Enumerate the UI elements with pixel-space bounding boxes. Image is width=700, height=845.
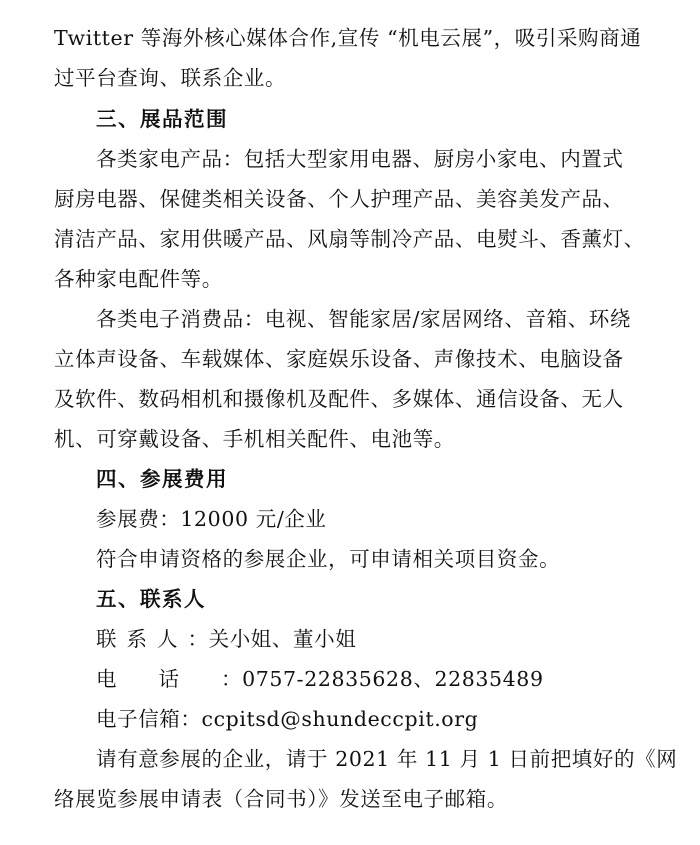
intro-line-2: 过平台查询、联系企业。 — [54, 66, 287, 90]
phone-line — [96, 665, 696, 693]
phone-value: ：0757-22835628、22835489 — [221, 667, 544, 691]
section-3-para-2-line-1: 各类电子消费品：电视、智能家居/家居网络、音箱、环绕 — [96, 307, 632, 331]
intro-line-1: Twitter 等海外核心媒体合作,宣传 “机电云展”，吸引采购商通 — [54, 26, 642, 50]
section-3-para-2-line-2: 立体声设备、车载媒体、家庭娱乐设备、声像技术、电脑设备 — [54, 347, 624, 371]
email-line — [96, 705, 696, 733]
closing-line-1: 请有意参展的企业，请于 2021 年 11 月 1 日前把填好的《网 — [96, 747, 678, 771]
section-3-para-2-line-4: 机、可穿戴设备、手机相关配件、电池等。 — [54, 427, 455, 451]
section-3-para-1-line-2: 厨房电器、保健类相关设备、个人护理产品、美容美发产品、 — [54, 187, 624, 211]
section-5-heading: 五、联系人 — [96, 587, 206, 611]
contact-person-label: 联系人 — [96, 627, 188, 651]
funding-line: 符合申请资格的参展企业，可申请相关项目资金。 — [96, 547, 561, 571]
contact-person-line — [96, 625, 696, 653]
section-3-para-1-line-4: 各种家电配件等。 — [54, 267, 223, 291]
section-4-heading: 四、参展费用 — [96, 467, 228, 491]
section-3-para-2-line-3: 及软件、数码相机和摄像机及配件、多媒体、通信设备、无人 — [54, 387, 624, 411]
section-3-para-1-line-3: 清洁产品、家用供暖产品、风扇等制冷产品、电熨斗、香薰灯、 — [54, 227, 645, 251]
fee-line: 参展费：12000 元/企业 — [96, 507, 327, 531]
email-value: ：ccpitsd@shundeccpit.org — [180, 707, 479, 731]
phone-label: 电话 — [96, 667, 221, 691]
closing-line-2: 络展览参展申请表（合同书）》发送至电子邮箱。 — [54, 787, 508, 811]
section-3-heading: 三、展品范围 — [96, 107, 228, 131]
contact-person-value: ：关小姐、董小姐 — [187, 627, 357, 651]
section-3-para-1-line-1: 各类家电产品：包括大型家用电器、厨房小家电、内置式 — [96, 147, 624, 171]
email-label: 电子信箱 — [96, 707, 181, 731]
